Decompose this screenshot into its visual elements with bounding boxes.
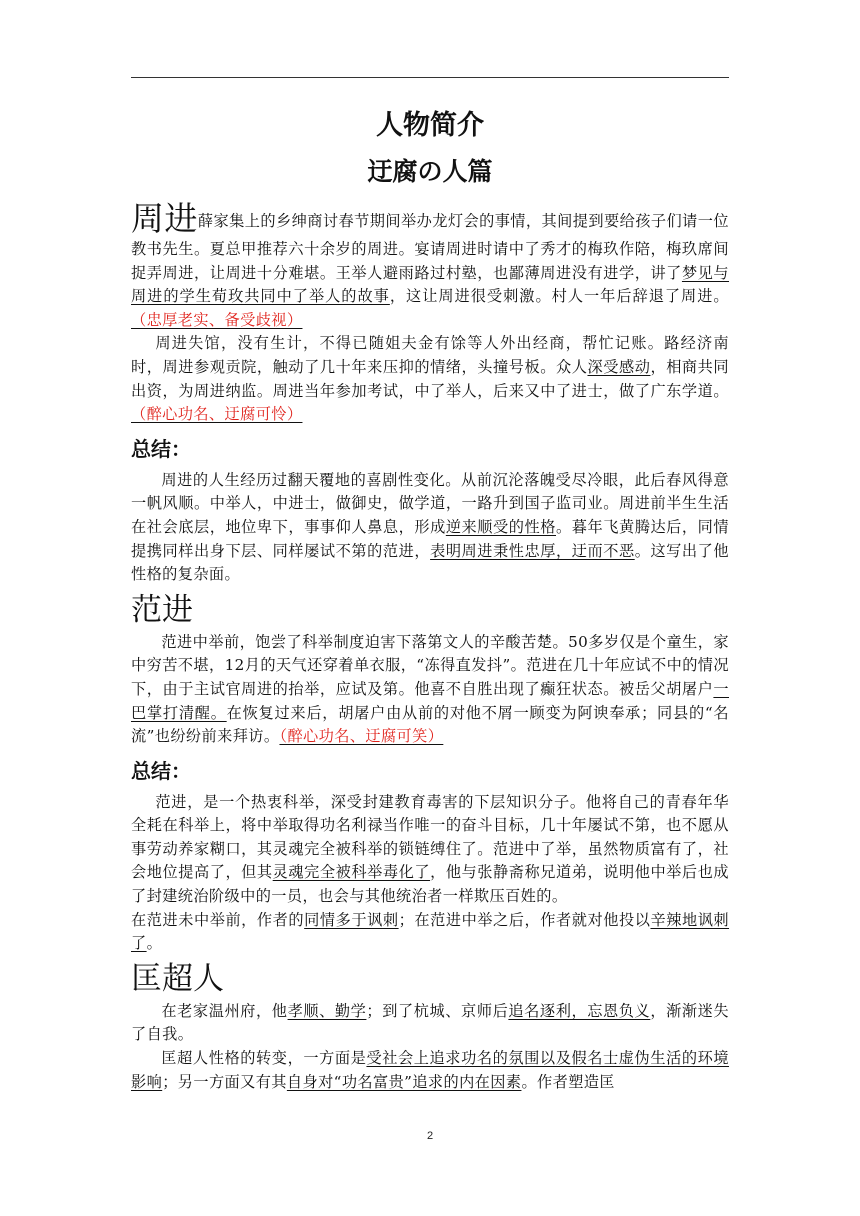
zhoujin-paragraph-2: 周进失馆，没有生计，不得已随姐夫金有馀等人外出经商，帮忙记账。路经济南时，周进参观贡院，触动了几十年来压抑的情绪，头撞号板。众人深受感动，相商共同出资，为周进纳监。周进当年参加考试，中了举人，后来又中了进士，做了广东学道。（醉心功名、迂腐可怜） <box>131 334 730 424</box>
fanjin-name: 范进 <box>131 591 193 628</box>
underlined-text: 灵魂完全被科举毒化了 <box>272 863 431 882</box>
zhoujin-paragraph-1: 周进薛家集上的乡绅商讨春节期间举办龙灯会的事情，其间提到要给孩子们请一位教书先生。夏总甲推荐六十余岁的周进。宴请周进时请中了秀才的梅玖作陪，梅玖席间捉弄周进，让周进十分难堪。王举人避雨路过村塾，也鄙薄周进没有进学，讲了梦见与周进的学生荀玫共同中了举人的故事，这让周进很受刺激。村人一年后辞退了周进。（忠厚老实、备受歧视） <box>131 199 730 329</box>
page-number: 2 <box>426 1130 434 1142</box>
underlined-text: 深受感动 <box>587 357 651 376</box>
underlined-text: 同情多于讽刺 <box>304 910 399 929</box>
red-annotation: （忠厚老实、备受歧视） <box>131 310 303 329</box>
kuangchaoren-name: 匡超人 <box>131 960 224 997</box>
page-title: 人物简介 <box>376 110 484 141</box>
underlined-text: 追名逐利，忘恩负义 <box>508 1001 651 1020</box>
underlined-text: 梦见与周进的学生荀玫共同中了举人的故事 <box>131 263 730 306</box>
underlined-text: 一巴掌打清醒。 <box>131 679 729 722</box>
header-rule <box>131 77 729 78</box>
kuangchaoren-paragraph-2: 匡超人性格的转变，一方面是受社会上追求功名的氛围以及假名士虚伪生活的环境影响；另一方面又有其自身对“功名富贵”追求的内在因素。作者塑造匡 <box>131 1049 730 1091</box>
summary-paragraph: 范进，是一个热衷科举，深受封建教育毒害的下层知识分子。他将自己的青春年华全耗在科举上，将中举取得功名利禄当作唯一的奋斗目标，几十年屡试不第，也不愿从事劳动养家糊口，其灵魂完全被科举的锁链缚住了。范进中了举，虽然物质富有了，社会地位提高了，但其灵魂完全被科举毒化了，他与张静斋称兄道弟，说明他中举后也成了封建统治阶级中的一员，也会与其他统治者一样欺压百姓的。 <box>131 792 729 906</box>
summary-heading: 总结： <box>131 758 191 783</box>
underlined-text: 表明周进秉性忠厚，迂而不恶 <box>430 541 635 560</box>
underlined-text: 逆来顺受的性格 <box>445 517 556 536</box>
underlined-text: 受社会上追求功名的氛围以及假名士虚伪生活的环境影响 <box>131 1049 730 1091</box>
document-body <box>131 106 729 1094</box>
underlined-text: 孝顺、勤学 <box>287 1001 367 1020</box>
underlined-text: 自身对“功名富贵”追求的内在因素 <box>286 1072 522 1091</box>
summary-paragraph: 在范进未中举前，作者的同情多于讽刺；在范进中举之后，作者就对他投以辛辣地讽刺了。 <box>131 910 730 953</box>
page-subtitle: 迂腐の人篇 <box>367 157 493 186</box>
red-annotation: （醉心功名、迂腐可怜） <box>131 405 303 424</box>
underlined-text: 辛辣地讽刺了 <box>131 910 730 953</box>
zhoujin-name: 周进 <box>131 199 198 238</box>
kuangchaoren-paragraph-1: 在老家温州府，他孝顺、勤学；到了杭城、京师后追名逐利，忘恩负义，渐渐迷失了自我。 <box>131 1001 730 1044</box>
fanjin-paragraph: 范进中举前，饱尝了科举制度迫害下落第文人的辛酸苦楚。50多岁仅是个童生，家中穷苦不堪，12月的天气还穿着单衣服，“冻得直发抖”。范进在几十年应试不中的情况下，由于主试官周进的抬举，应试及第。他喜不自胜出现了癫狂状态。被岳父胡屠户一巴掌打清醒。在恢复过来后，胡屠户由从前的对他不屑一顾变为阿谀奉承；同县的“名流”也纷纷前来拜访。（醉心功名、迂腐可笑） <box>131 632 729 746</box>
summary-paragraph: 周进的人生经历过翻天覆地的喜剧性变化。从前沉沦落魄受尽冷眼，此后春风得意一帆风顺。中举人，中进士，做御史，做学道，一路升到国子监司业。周进前半生生活在社会底层，地位卑下，事事仰人鼻息，形成逆来顺受的性格。暮年飞黄腾达后，同情提携同样出身下层、同样屡试不第的范进，表明周进秉性忠厚，迂而不恶。这写出了他性格的复杂面。 <box>131 470 729 584</box>
red-annotation: （醉心功名、迂腐可笑） <box>279 727 444 746</box>
summary-heading: 总结： <box>131 436 191 461</box>
